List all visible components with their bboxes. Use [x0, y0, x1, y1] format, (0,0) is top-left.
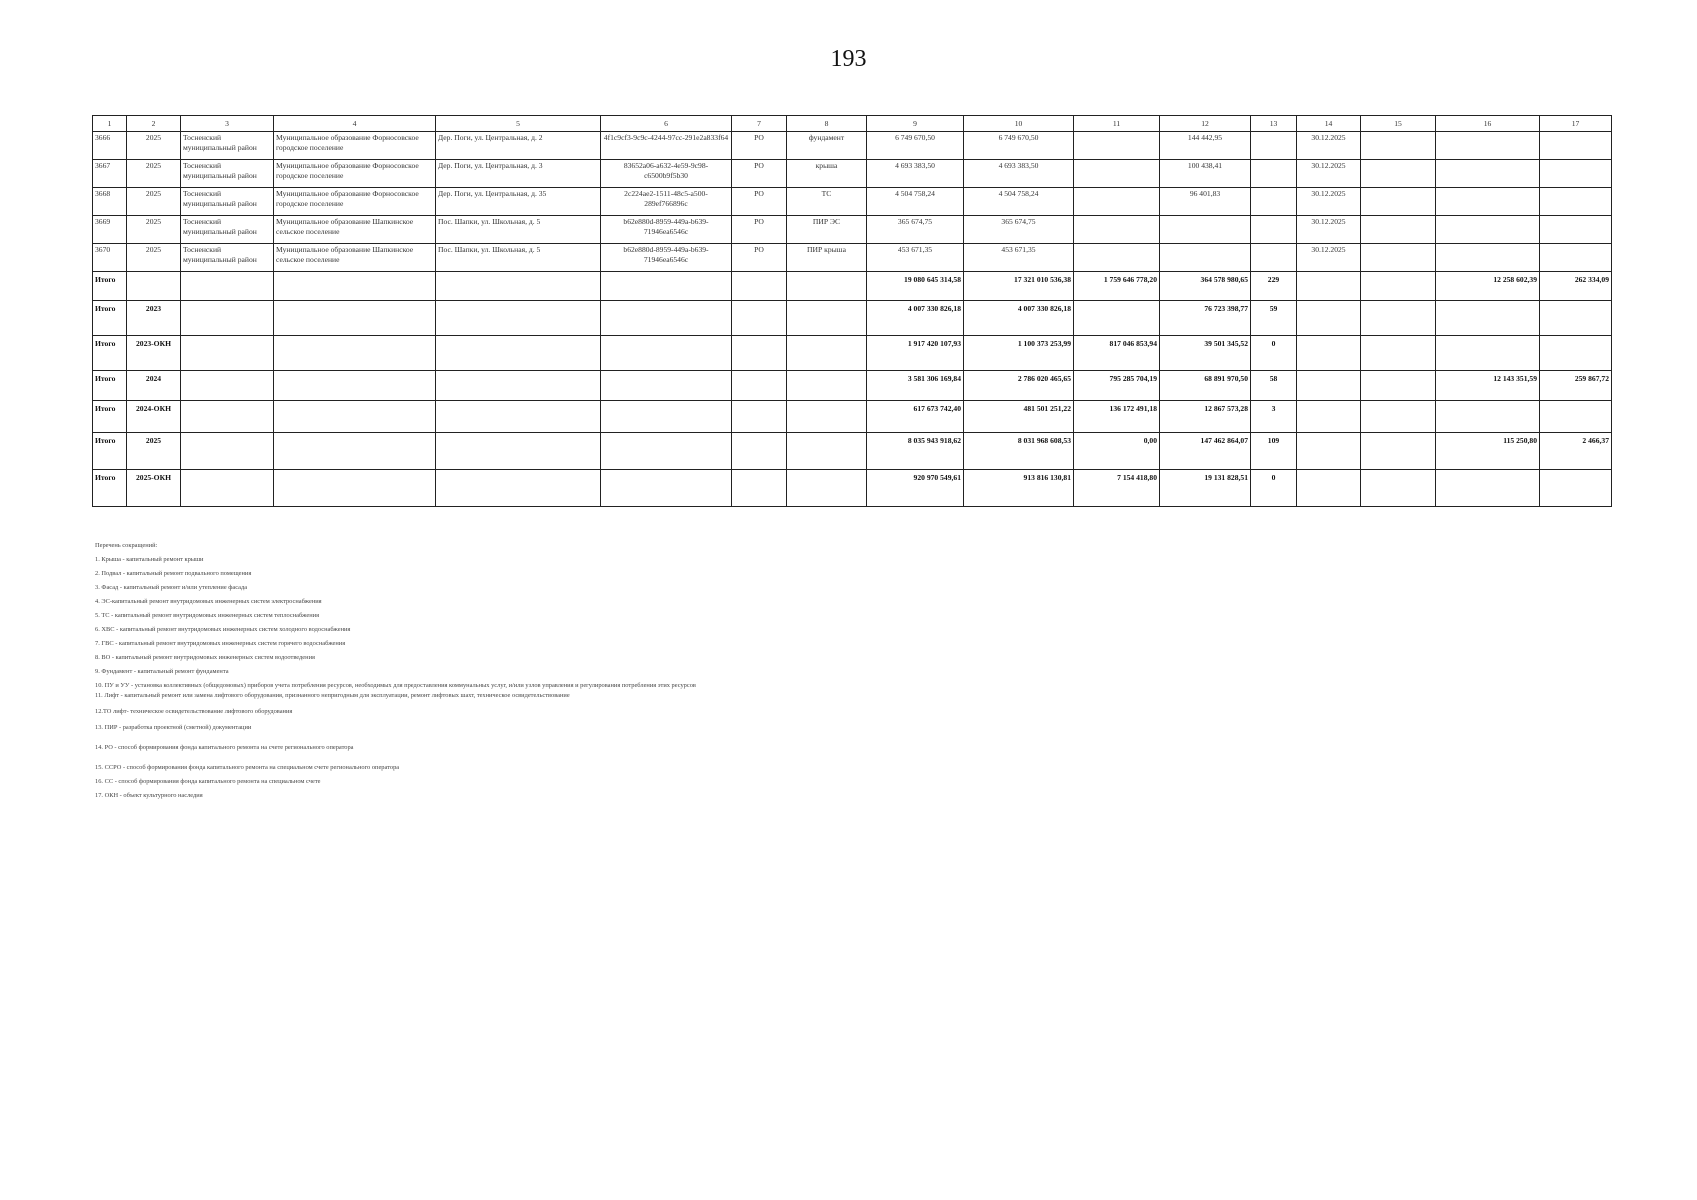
total-col16: 12 143 351,59	[1436, 371, 1540, 401]
cell-col15	[1361, 188, 1436, 216]
total-col17	[1540, 301, 1612, 336]
cell-district: Тосненский муниципальный район	[181, 188, 274, 216]
cell-total-cost: 4 504 758,24	[867, 188, 964, 216]
total-col13: 0	[1251, 336, 1297, 371]
column-header: 7	[732, 116, 787, 132]
cell-col10: 4 693 383,50	[964, 160, 1074, 188]
cell-guid: b62e880d-8959-449a-b639-71946ea6546c	[601, 216, 732, 244]
total-col9: 4 007 330 826,18	[867, 301, 964, 336]
program-table-wrapper	[92, 115, 1611, 507]
total-label: Итого	[93, 336, 127, 371]
cell-col12: 144 442,95	[1160, 132, 1251, 160]
total-year: 2023-ОКН	[127, 336, 181, 371]
cell-col10: 4 504 758,24	[964, 188, 1074, 216]
cell-col13	[1251, 188, 1297, 216]
abbreviation-item: 8. ВО - капитальный ремонт внутридомовых инженерных систем водоотведения	[95, 654, 315, 661]
cell-col10: 365 674,75	[964, 216, 1074, 244]
cell-number: 3667	[93, 160, 127, 188]
total-col13: 58	[1251, 371, 1297, 401]
cell-work-type: ТС	[787, 188, 867, 216]
cell-total-cost: 453 671,35	[867, 244, 964, 272]
cell-work-type: крыша	[787, 160, 867, 188]
cell-guid: 4f1c9cf3-9c9c-4244-97cc-291e2a833f64	[601, 132, 732, 160]
table-body	[93, 132, 1612, 507]
cell-address: Дер. Поги, ул. Центральная, д. 2	[436, 132, 601, 160]
total-col10: 1 100 373 253,99	[964, 336, 1074, 371]
cell-col11	[1074, 216, 1160, 244]
total-year: 2025-ОКН	[127, 470, 181, 507]
total-row	[93, 336, 1612, 371]
table-row	[93, 216, 1612, 244]
cell-col15	[1361, 160, 1436, 188]
cell-district: Тосненский муниципальный район	[181, 132, 274, 160]
cell-col16	[1436, 132, 1540, 160]
total-year: 2025	[127, 433, 181, 470]
cell-col11	[1074, 160, 1160, 188]
total-row	[93, 371, 1612, 401]
total-col13: 59	[1251, 301, 1297, 336]
total-col10: 17 321 010 536,38	[964, 272, 1074, 301]
cell-col10: 6 749 670,50	[964, 132, 1074, 160]
column-header: 1	[93, 116, 127, 132]
total-label: Итого	[93, 272, 127, 301]
abbreviation-item: 10. ПУ и УУ - установка коллективных (общедомовых) приборов учета потребления ресурсов, необходимых для предоставления коммунальных услуг, и/или узлов управления и регулирования потребления этих ресурсов	[95, 682, 696, 689]
table-row	[93, 160, 1612, 188]
cell-district: Тосненский муниципальный район	[181, 244, 274, 272]
abbreviation-item: 12.ТО лифт- техническое освидетельствование лифтового оборудования	[95, 708, 293, 715]
column-header: 12	[1160, 116, 1251, 132]
cell-year: 2025	[127, 216, 181, 244]
total-col9: 19 080 645 314,58	[867, 272, 964, 301]
total-col11: 1 759 646 778,20	[1074, 272, 1160, 301]
total-row	[93, 433, 1612, 470]
column-header: 16	[1436, 116, 1540, 132]
cell-address: Дер. Поги, ул. Центральная, д. 3	[436, 160, 601, 188]
total-label: Итого	[93, 371, 127, 401]
cell-col17	[1540, 188, 1612, 216]
column-header: 4	[274, 116, 436, 132]
table-row	[93, 188, 1612, 216]
total-year: 2024-ОКН	[127, 401, 181, 433]
column-header: 2	[127, 116, 181, 132]
cell-col17	[1540, 132, 1612, 160]
cell-number: 3666	[93, 132, 127, 160]
total-col11: 0,00	[1074, 433, 1160, 470]
cell-district: Тосненский муниципальный район	[181, 160, 274, 188]
abbreviation-item: 4. ЭС-капитальный ремонт внутридомовых инженерных систем электроснабжения	[95, 598, 322, 605]
cell-number: 3669	[93, 216, 127, 244]
cell-col12	[1160, 244, 1251, 272]
total-label: Итого	[93, 301, 127, 336]
column-header: 8	[787, 116, 867, 132]
total-row	[93, 301, 1612, 336]
abbreviation-item: 5. ТС - капитальный ремонт внутридомовых инженерных систем теплоснабжения	[95, 612, 320, 619]
column-header: 10	[964, 116, 1074, 132]
table-row	[93, 244, 1612, 272]
cell-guid: 2c224ae2-1511-48c5-a500-289ef766896c	[601, 188, 732, 216]
total-col17: 262 334,09	[1540, 272, 1612, 301]
total-row	[93, 470, 1612, 507]
total-col9: 3 581 306 169,84	[867, 371, 964, 401]
cell-work-type: ПИР крыша	[787, 244, 867, 272]
total-col13: 0	[1251, 470, 1297, 507]
total-col16: 115 250,80	[1436, 433, 1540, 470]
cell-fund-method: РО	[732, 244, 787, 272]
total-col11	[1074, 301, 1160, 336]
cell-municipality: Муниципальное образование Шапкинское сельское поселение	[274, 244, 436, 272]
cell-address: Дер. Поги, ул. Центральная, д. 35	[436, 188, 601, 216]
cell-address: Пос. Шапки, ул. Школьная, д. 5	[436, 244, 601, 272]
total-col9: 920 970 549,61	[867, 470, 964, 507]
total-col12: 147 462 864,07	[1160, 433, 1251, 470]
cell-fund-method: РО	[732, 132, 787, 160]
cell-district: Тосненский муниципальный район	[181, 216, 274, 244]
cell-col15	[1361, 244, 1436, 272]
total-col12: 364 578 980,65	[1160, 272, 1251, 301]
total-col16	[1436, 470, 1540, 507]
cell-col16	[1436, 188, 1540, 216]
column-header: 11	[1074, 116, 1160, 132]
total-col13: 109	[1251, 433, 1297, 470]
total-year	[127, 272, 181, 301]
total-row	[93, 272, 1612, 301]
cell-guid: 83652a06-a632-4e59-9c98-c6500b9f5b30	[601, 160, 732, 188]
cell-col13	[1251, 160, 1297, 188]
total-col12: 12 867 573,28	[1160, 401, 1251, 433]
total-col12: 76 723 398,77	[1160, 301, 1251, 336]
cell-col17	[1540, 216, 1612, 244]
total-year: 2023	[127, 301, 181, 336]
cell-deadline: 30.12.2025	[1297, 216, 1361, 244]
total-col17	[1540, 401, 1612, 433]
cell-col11	[1074, 188, 1160, 216]
cell-number: 3670	[93, 244, 127, 272]
cell-deadline: 30.12.2025	[1297, 188, 1361, 216]
cell-address: Пос. Шапки, ул. Школьная, д. 5	[436, 216, 601, 244]
abbreviations-list	[95, 542, 855, 800]
abbreviation-item: 9. Фундамент - капитальный ремонт фундамента	[95, 668, 229, 675]
abbreviation-item: 3. Фасад - капитальный ремонт и/или утепление фасада	[95, 584, 248, 591]
total-col10: 913 816 130,81	[964, 470, 1074, 507]
page-number: 193	[830, 46, 867, 72]
cell-number: 3668	[93, 188, 127, 216]
cell-work-type: ПИР ЭС	[787, 216, 867, 244]
cell-total-cost: 365 674,75	[867, 216, 964, 244]
total-col13: 3	[1251, 401, 1297, 433]
cell-municipality: Муниципальное образование Форносовское городское поселение	[274, 132, 436, 160]
table-row	[93, 132, 1612, 160]
cell-year: 2025	[127, 160, 181, 188]
column-header: 3	[181, 116, 274, 132]
cell-col16	[1436, 216, 1540, 244]
cell-col17	[1540, 244, 1612, 272]
cell-col15	[1361, 132, 1436, 160]
abbreviation-item: 11. Лифт - капитальный ремонт или замена лифтового оборудования, признанного непригодным для эксплуатации, ремонт лифтовых шахт, техническое освидетельствование	[95, 692, 570, 699]
total-col10: 481 501 251,22	[964, 401, 1074, 433]
total-label: Итого	[93, 470, 127, 507]
abbreviation-item: 7. ГВС - капитальный ремонт внутридомовых инженерных систем горячего водоснабжения	[95, 640, 346, 647]
abbreviation-item: 1. Крыша - капитальный ремонт крыши	[95, 556, 204, 563]
cell-col13	[1251, 132, 1297, 160]
cell-work-type: фундамент	[787, 132, 867, 160]
cell-col11	[1074, 244, 1160, 272]
cell-col16	[1436, 244, 1540, 272]
cell-deadline: 30.12.2025	[1297, 244, 1361, 272]
cell-fund-method: РО	[732, 160, 787, 188]
total-col16	[1436, 401, 1540, 433]
total-col11: 7 154 418,80	[1074, 470, 1160, 507]
cell-municipality: Муниципальное образование Форносовское городское поселение	[274, 160, 436, 188]
cell-col15	[1361, 216, 1436, 244]
total-col17	[1540, 470, 1612, 507]
total-col12: 68 891 970,50	[1160, 371, 1251, 401]
total-label: Итого	[93, 433, 127, 470]
total-col9: 1 917 420 107,93	[867, 336, 964, 371]
abbreviation-item: 13. ПИР - разработка проектной (сметной) документации	[95, 724, 252, 731]
total-col17: 2 466,37	[1540, 433, 1612, 470]
total-col9: 617 673 742,40	[867, 401, 964, 433]
abbreviation-item: 2. Подвал - капитальный ремонт подвального помещения	[95, 570, 252, 577]
total-col16: 12 258 602,39	[1436, 272, 1540, 301]
total-row	[93, 401, 1612, 433]
total-col13: 229	[1251, 272, 1297, 301]
total-label: Итого	[93, 401, 127, 433]
cell-fund-method: РО	[732, 188, 787, 216]
cell-total-cost: 6 749 670,50	[867, 132, 964, 160]
cell-col12: 96 401,83	[1160, 188, 1251, 216]
abbreviations-title: Перечень сокращений:	[95, 542, 158, 549]
cell-col17	[1540, 160, 1612, 188]
cell-total-cost: 4 693 383,50	[867, 160, 964, 188]
column-header: 9	[867, 116, 964, 132]
total-col10: 8 031 968 608,53	[964, 433, 1074, 470]
column-header: 14	[1297, 116, 1361, 132]
column-header: 17	[1540, 116, 1612, 132]
abbreviation-item: 17. ОКН - объект культурного наследия	[95, 792, 203, 799]
total-col11: 817 046 853,94	[1074, 336, 1160, 371]
cell-year: 2025	[127, 188, 181, 216]
cell-col11	[1074, 132, 1160, 160]
cell-year: 2025	[127, 244, 181, 272]
header-row	[93, 116, 1612, 132]
cell-year: 2025	[127, 132, 181, 160]
cell-col16	[1436, 160, 1540, 188]
total-col10: 2 786 020 465,65	[964, 371, 1074, 401]
cell-col13	[1251, 216, 1297, 244]
column-header: 5	[436, 116, 601, 132]
total-col11: 795 285 704,19	[1074, 371, 1160, 401]
total-col10: 4 007 330 826,18	[964, 301, 1074, 336]
cell-col10: 453 671,35	[964, 244, 1074, 272]
abbreviation-item: 14. РО - способ формирования фонда капитального ремонта на счете регионального оператора	[95, 744, 354, 751]
total-col16	[1436, 301, 1540, 336]
cell-fund-method: РО	[732, 216, 787, 244]
total-col16	[1436, 336, 1540, 371]
total-col12: 39 501 345,52	[1160, 336, 1251, 371]
total-col17	[1540, 336, 1612, 371]
column-header: 6	[601, 116, 732, 132]
total-col11: 136 172 491,18	[1074, 401, 1160, 433]
cell-col12	[1160, 216, 1251, 244]
column-header: 13	[1251, 116, 1297, 132]
column-header: 15	[1361, 116, 1436, 132]
cell-municipality: Муниципальное образование Шапкинское сельское поселение	[274, 216, 436, 244]
cell-col12: 100 438,41	[1160, 160, 1251, 188]
cell-deadline: 30.12.2025	[1297, 160, 1361, 188]
total-col9: 8 035 943 918,62	[867, 433, 964, 470]
total-col17: 259 867,72	[1540, 371, 1612, 401]
abbreviation-item: 16. СС - способ формирования фонда капитального ремонта на специальном счете	[95, 778, 321, 785]
abbreviation-item: 6. ХВС - капитальный ремонт внутридомовых инженерных систем холодного водоснабжения	[95, 626, 351, 633]
total-col12: 19 131 828,51	[1160, 470, 1251, 507]
abbreviation-item: 15. ССРО - способ формирования фонда капитального ремонта на специальном счете регионального оператора	[95, 764, 400, 771]
program-table	[92, 115, 1612, 507]
cell-municipality: Муниципальное образование Форносовское городское поселение	[274, 188, 436, 216]
total-year: 2024	[127, 371, 181, 401]
cell-guid: b62e880d-8959-449a-b639-71946ea6546c	[601, 244, 732, 272]
cell-deadline: 30.12.2025	[1297, 132, 1361, 160]
cell-col13	[1251, 244, 1297, 272]
